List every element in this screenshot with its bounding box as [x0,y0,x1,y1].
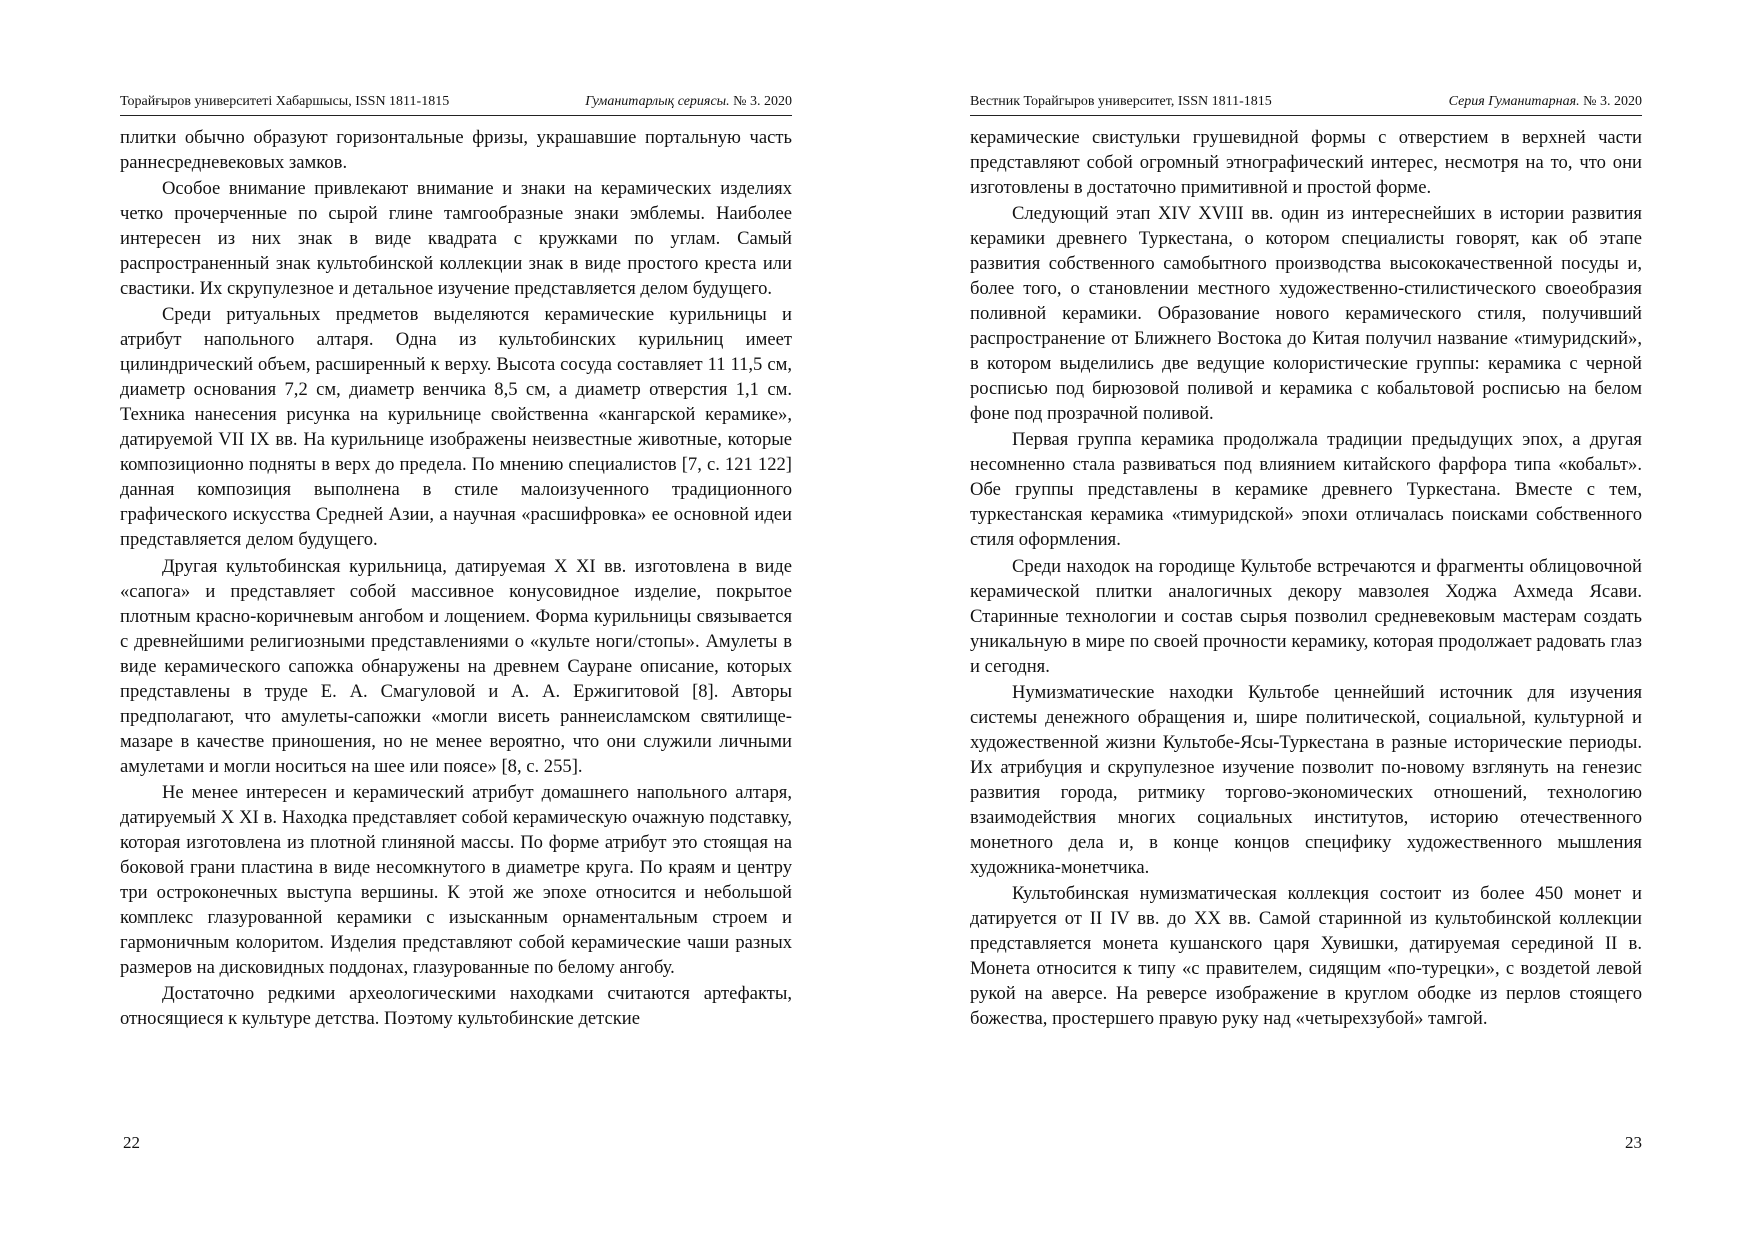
header-series-name: Гуманитарлық сериясы. [585,94,730,109]
body-text [120,125,792,1032]
paragraph: Первая группа керамика продолжала традиции предыдущих эпох, а другая несомненно стала развиваться под влиянием китайского фарфора типа «кобальт». Обе группы представлены в керамике древнего Туркестана. Вместе с тем, туркестанская керамика «тимуридской» эпохи отличалась поисками собственного стиля оформления. [970,429,1642,551]
paragraph: Другая культобинская курильница, датируемая X XI вв. изготовлена в виде «сапога» и представляет собой массивное конусовидное изделие, покрытое плотным красно-коричневым ангобом и лощением. Форма курильницы связывается с древнейшими религиозными представлениями о «культе ноги/стопы». Амулеты в виде керамического сапожка обнаружены на древнем Сауране описание, которых представлены в труде Е. А. Смагуловой и А. А. Ержигитовой [8]. Авторы предполагают, что амулеты-сапожки «могли висеть раннеисламском святилище-мазаре в качестве приношения, но не менее вероятно, что они служили личными амулетами и могли носиться на шее или поясе» [8, с. 255]. [120,555,792,777]
paragraph: Следующий этап XIV XVIII вв. один из интереснейших в истории развития керамики древнего Туркестана, о котором специалисты говорят, как об этапе развития собственного самобытного производства высококачественной посуды и, более того, о становлении местного художественно-стилистического своеобразия поливной керамики. Образование нового керамического стиля, получивший распространение от Ближнего Востока до Китая получил название «тимуридский», в котором выделились две ведущие колористические группы: керамика с черной росписью под бирюзовой поливой и керамика с кобальтовой росписью на белом фоне под прозрачной поливой. [970,203,1642,425]
page-number: 23 [1625,1133,1642,1152]
paragraph: Среди ритуальных предметов выделяются керамические курильницы и атрибут напольного алтаря. Одна из культобинских курильниц имеет цилиндрический объем, расширенный к верху. Высота сосуда составляет 11 11,5 см, диаметр основания 7,2 см, диаметр венчика 8,5 см, а диаметр отверстия 1,1 см. Техника нанесения рисунка на курильнице свойственна «кангарской керамике», датируемой VII IX вв. На курильнице изображены неизвестные животные, которые композиционно подняты в верх до предела. По мнению специалистов [7, с. 121 122] данная композиция выполнена в стиле малоизученного традиционного графического искусства Средней Азии, а научная «расшифровка» ее основной идеи представляется делом будущего. [120,304,792,551]
paragraph: керамические свистульки грушевидной формы с отверстием в верхней части представляют собой огромный этнографический интерес, несмотря на то, что они изготовлены в достаточно примитивной и простой форме. [970,127,1642,198]
paragraph: Культобинская нумизматическая коллекция состоит из более 450 монет и датируется от II IV вв. до XX вв. Самой старинной из культобинской коллекции представляется монета кушанского царя Хувишки, датируемая серединой II в. Монета относится к типу «с правителем, сидящим «по-турецки», с воздетой левой рукой на аверсе. На реверсе изображение в круглом ободке из перлов стоящего божества, простершего правую руку над «четырехзубой» тамгой. [970,882,1642,1029]
paragraph: Особое внимание привлекают внимание и знаки на керамических изделиях четко прочерченные по сырой глине тамгообразные знаки эмблемы. Наиболее интересен из них знак в виде квадрата с кружками по углам. Самый распространенный знак культобинской коллекции знак в виде простого креста или свастики. Их скрупулезное и детальное изучение представляется делом будущего. [120,178,792,300]
body-text [970,125,1642,1032]
paragraph: Нумизматические находки Культобе ценнейший источник для изучения системы денежного обращения и, шире политической, социальной, культурной и художественной жизни Культобе-Ясы-Туркестана в разные исторические периоды. Их атрибуция и скрупулезное изучение позволит по-новому взглянуть на генезис развития города, ритмику торгово-экономических отношений, технологию взаимодействия многих социальных институтов, историю отечественного монетного дела и, в конце концов специфику художественного мышления художника-монетчика. [970,681,1642,878]
left-page [0,0,874,1241]
right-page [875,0,1749,1241]
paragraph: плитки обычно образуют горизонтальные фризы, украшавшие портальную часть раннесредневековых замков. [120,127,792,173]
header-series [585,93,792,111]
running-header [970,93,1642,116]
header-issue: № 3. 2020 [1583,94,1642,109]
running-header [120,93,792,116]
header-series [1449,93,1642,111]
header-issue: № 3. 2020 [733,94,792,109]
paragraph: Достаточно редкими археологическими находками считаются артефакты, относящиеся к культуре детства. Поэтому культобинские детские [120,982,792,1029]
header-journal: Вестник Торайгыров университет, ISSN 1811-1815 [970,94,1272,109]
header-journal: Торайғыров университетi Хабаршысы, ISSN 1811-1815 [120,94,450,109]
page-number: 22 [123,1133,140,1152]
header-series-name: Серия Гуманитарная. [1448,94,1580,109]
paragraph: Среди находок на городище Культобе встречаются и фрагменты облицовочной керамической плитки аналогичных декору мавзолея Ходжа Ахмеда Ясави. Старинные технологии и состав сырья позволил средневековым мастерам создать уникальную в мире по своей прочности керамику, которая продолжает радовать глаз и сегодня. [970,555,1642,677]
paragraph: Не менее интересен и керамический атрибут домашнего напольного алтаря, датируемый X XI в. Находка представляет собой керамическую очажную подставку, которая изготовлена из плотной глиняной массы. По форме атрибут это стоящая на боковой грани пластина в виде несомкнутого в диаметре круга. По краям и центру три остроконечных выступа вершины. К этой же эпохе относится и небольшой комплекс глазурованной керамики с изысканным орнаментальным строем и гармоничным колоритом. Изделия представляют собой керамические чаши разных размеров на дисковидных поддонах, глазурованные по белому ангобу. [120,781,792,978]
